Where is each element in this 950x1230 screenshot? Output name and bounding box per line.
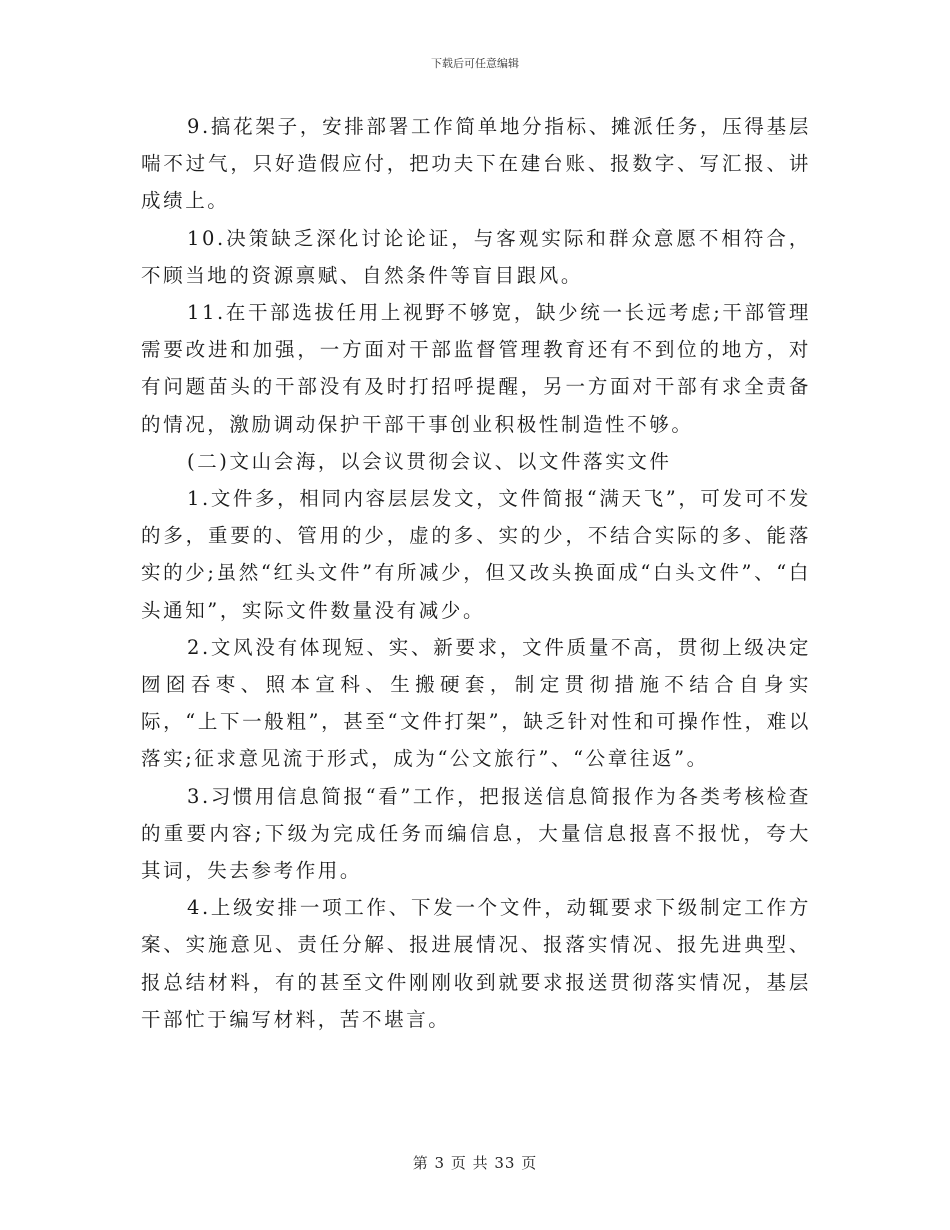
document-body [141, 108, 811, 1038]
paragraph-item-4: 4.上级安排一项工作、下发一个文件，动辄要求下级制定工作方案、实施意见、责任分解、报进展情况、报落实情况、报先进典型、报总结材料，有的甚至文件刚刚收到就要求报送贯彻落实情况，基层干部忙于编写材料，苦不堪言。 [141, 896, 811, 1031]
paragraph-item-1: 1.文件多，相同内容层层发文，文件简报“满天飞”，可发可不发的多，重要的、管用的少，虚的多、实的少，不结合实际的多、能落实的少;虽然“红头文件”有所减少，但又改头换面成“白头文件”、“白头通知”，实际文件数量没有减少。 [141, 487, 811, 622]
header-note: 下载后可任意编辑 [431, 57, 519, 70]
paragraph-item-11: 11.在干部选拔任用上视野不够宽，缺少统一长远考虑;干部管理需要改进和加强，一方面对干部监督管理教育还有不到位的地方，对有问题苗头的干部没有及时打招呼提醒，另一方面对干部有求全责备的情况，激励调动保护干部干事创业积极性制造性不够。 [141, 301, 811, 436]
section-heading-2: (二)文山会海，以会议贯彻会议、以文件落实文件 [187, 449, 672, 473]
paragraph-item-3: 3.习惯用信息简报“看”工作，把报送信息简报作为各类考核检查的重要内容;下级为完成任务而编信息，大量信息报喜不报忧，夸大其词，失去参考作用。 [141, 784, 811, 883]
paragraph-item-2: 2.文风没有体现短、实、新要求，文件质量不高，贯彻上级决定囫囵吞枣、照本宣科、生搬硬套，制定贯彻措施不结合自身实际，“上下一般粗”，甚至“文件打架”，缺乏针对性和可操作性，难以落实;征求意见流于形式，成为“公文旅行”、“公章往返”。 [141, 635, 811, 771]
page-number: 第 3 页 共 33 页 [412, 1154, 538, 1172]
paragraph-item-10: 10.决策缺乏深化讨论论证，与客观实际和群众意愿不相符合，不顾当地的资源禀赋、自然条件等盲目跟风。 [141, 226, 811, 287]
paragraph-item-9: 9.搞花架子，安排部署工作简单地分指标、摊派任务，压得基层喘不过气，只好造假应付，把功夫下在建台账、报数字、写汇报、讲成绩上。 [141, 115, 811, 213]
